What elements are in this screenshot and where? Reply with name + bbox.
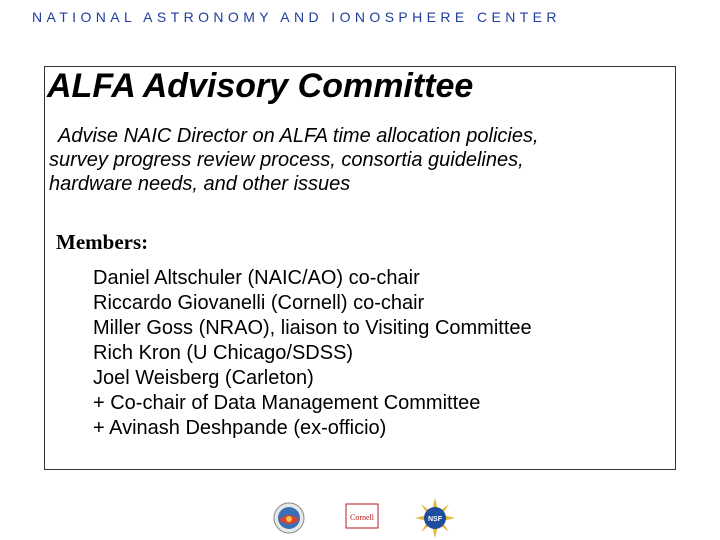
member-item: + Avinash Deshpande (ex-officio) — [93, 417, 387, 439]
member-item: Rich Kron (U Chicago/SDSS) — [93, 342, 354, 364]
arecibo-observatory-logo — [272, 498, 306, 538]
org-header: NATIONAL ASTRONOMY AND IONOSPHERE CENTER — [32, 9, 561, 25]
description — [49, 124, 669, 196]
member-item: Daniel Altschuler (NAIC/AO) co-chair — [93, 267, 420, 289]
member-item: + Co-chair of Data Management Committee — [93, 392, 481, 414]
description-line: survey progress review process, consortia guidelines, — [49, 149, 524, 171]
description-line: hardware needs, and other issues — [49, 173, 351, 195]
member-item: Joel Weisberg (Carleton) — [93, 367, 314, 389]
nsf-logo — [415, 498, 455, 538]
member-item: Miller Goss (NRAO), liaison to Visiting Committee — [93, 317, 532, 339]
member-item: Riccardo Giovanelli (Cornell) co-chair — [93, 292, 425, 314]
cornell-logo — [345, 498, 379, 534]
nsf-logo-text: NSF — [428, 516, 442, 523]
description-line: Advise NAIC Director on ALFA time allocation policies, — [58, 125, 539, 147]
members-list — [93, 266, 532, 441]
members-label: Members: — [56, 230, 149, 254]
slide-title: ALFA Advisory Committee — [47, 67, 474, 105]
cornell-logo-text: Cornell — [350, 513, 374, 522]
